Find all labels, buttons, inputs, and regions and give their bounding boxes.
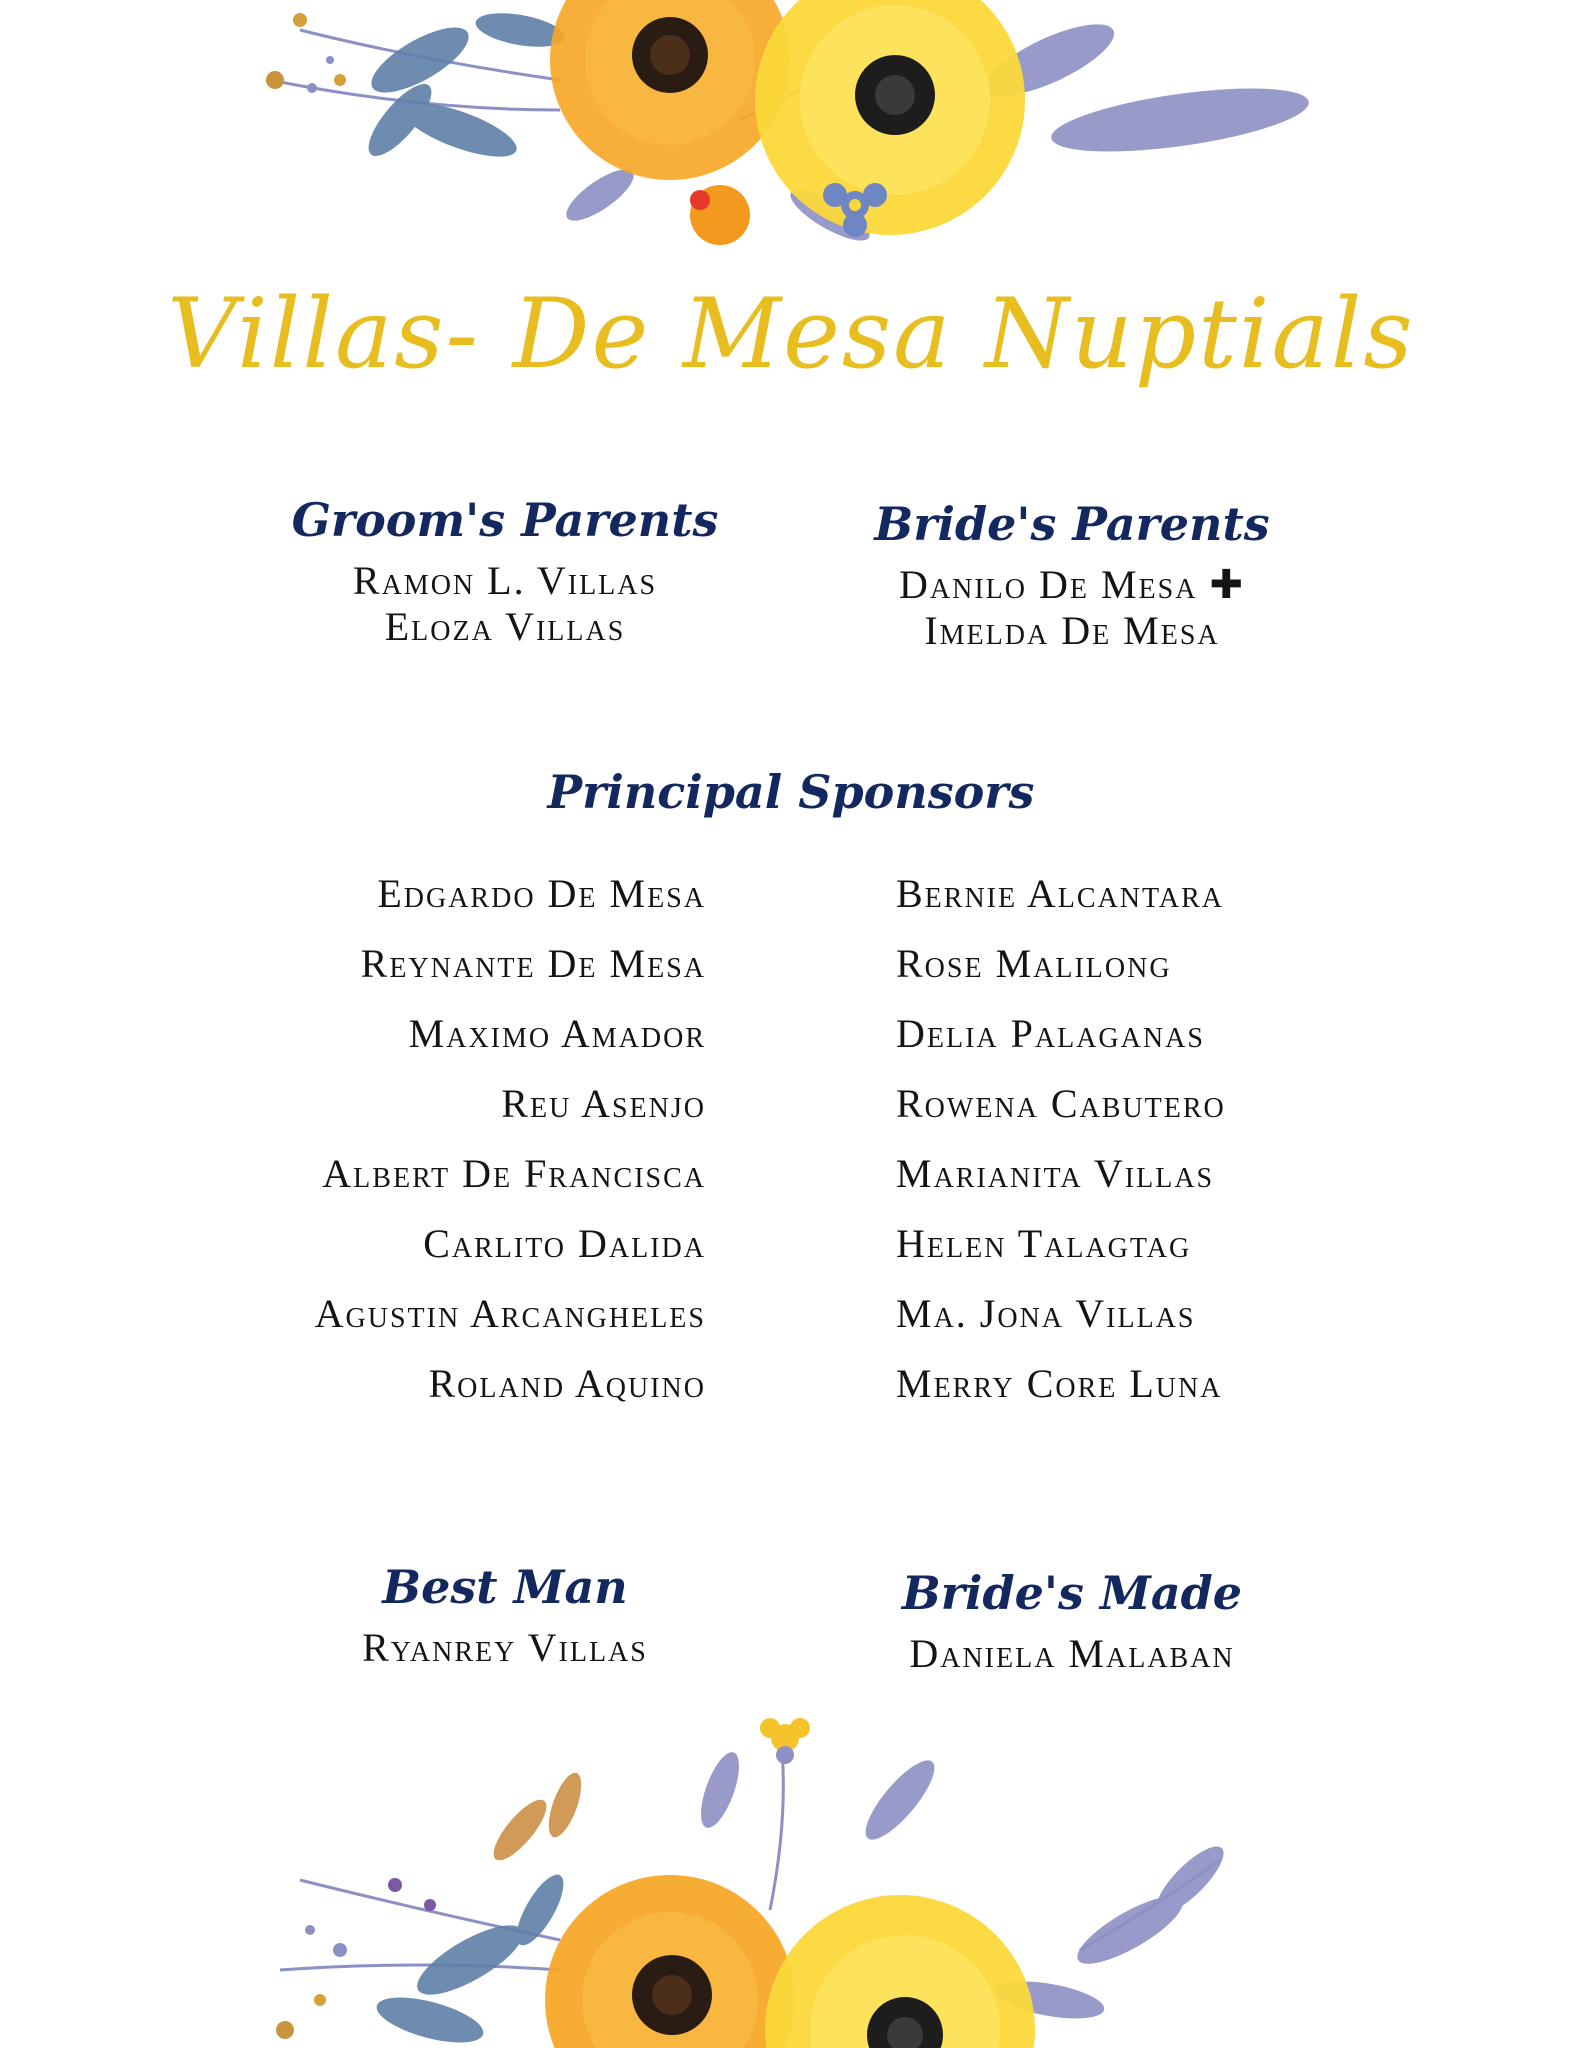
leaf-icon: [372, 1868, 572, 2048]
brides-parents-heading: Bride's Parents: [874, 497, 1270, 551]
brides-made-heading: Bride's Made: [901, 1566, 1243, 1620]
principal-sponsors-heading: Principal Sponsors: [547, 765, 1035, 819]
sponsors-left-column: [315, 870, 706, 1430]
sponsor-name: Bernie Alcantara: [896, 871, 1224, 916]
sponsor-name: Reynante De Mesa: [360, 941, 706, 986]
small-flower-icon: [760, 1718, 810, 1764]
sponsor-name: Rowena Cabutero: [896, 1081, 1226, 1126]
brides-made-section: [792, 1563, 1352, 1677]
sponsor-name: Roland Aquino: [428, 1361, 706, 1406]
sponsor-name: Maximo Amador: [408, 1011, 706, 1056]
sponsor-name: Reu Asenjo: [501, 1081, 706, 1126]
orange-flower-icon: [550, 0, 790, 180]
grooms-parents-heading: Groom's Parents: [291, 493, 719, 547]
sponsor-name: Carlito Dalida: [423, 1221, 706, 1266]
sponsor-name: Delia Palaganas: [896, 1011, 1205, 1056]
berry-icon: [266, 13, 346, 93]
groom-father-name: Ramon L. Villas: [352, 558, 658, 603]
bottom-floral-decoration: [0, 1710, 1582, 2048]
groom-mother-name: Eloza Villas: [384, 604, 626, 649]
sponsors-right-column: [896, 870, 1226, 1430]
leaf-icon: [486, 1769, 588, 1868]
orange-flower-icon: [545, 1875, 795, 2048]
sponsor-name: Rose Malilong: [896, 941, 1172, 986]
leaf-icon: [359, 7, 567, 167]
best-man-name: Ryanrey Villas: [362, 1625, 648, 1670]
yellow-flower-icon: [765, 1895, 1035, 2048]
sponsor-name: Agustin Arcangheles: [314, 1291, 706, 1336]
sponsor-name: Helen Talagtag: [896, 1221, 1192, 1266]
sponsor-name: Merry Core Luna: [896, 1361, 1223, 1406]
bride-father-name: Danilo De Mesa ✚: [899, 562, 1245, 607]
small-flower-icon: [690, 185, 750, 245]
sponsor-name: Albert De Francisca: [322, 1151, 706, 1196]
best-man-heading: Best Man: [382, 1560, 628, 1614]
brides-made-name: Daniela Malaban: [909, 1631, 1235, 1676]
bride-mother-name: Imelda De Mesa: [924, 608, 1220, 653]
grooms-parents-section: [225, 490, 785, 650]
top-floral-decoration: [0, 0, 1582, 280]
sponsor-name: Marianita Villas: [896, 1151, 1215, 1196]
brides-parents-section: [792, 494, 1352, 654]
best-man-section: [225, 1557, 785, 1671]
page-title: Villas- De Mesa Nuptials: [167, 278, 1415, 390]
sponsor-name: Edgardo De Mesa: [377, 871, 706, 916]
sponsor-name: Ma. Jona Villas: [896, 1291, 1196, 1336]
